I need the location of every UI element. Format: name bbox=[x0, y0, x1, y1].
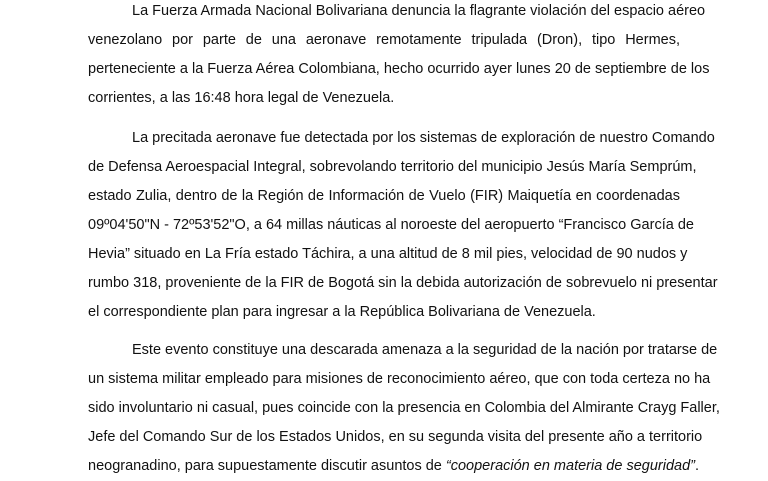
paragraph-2 bbox=[88, 124, 718, 327]
text-line: rumbo 318, proveniente de la FIR de Bogotá sin la debida autorización de sobrevuelo ni presentar bbox=[88, 275, 718, 291]
text-line: estado Zulia, dentro de la Región de Información de Vuelo (FIR) Maiquetía en coordenadas bbox=[88, 188, 680, 204]
text-line: un sistema militar empleado para misiones de reconocimiento aéreo, que con toda certeza no ha bbox=[88, 371, 711, 387]
text-line: el correspondiente plan para ingresar a la República Bolivariana de Venezuela. bbox=[88, 304, 596, 320]
text-line: Hevia” situado en La Fría estado Táchira, a una altitud de 8 mil pies, velocidad de 90 nudos y bbox=[88, 246, 688, 262]
paragraph-3 bbox=[88, 336, 720, 481]
text-line: 09º04'50"N - 72º53'52"O, a 64 millas náuticas al noroeste del aeropuerto “Francisco García de bbox=[88, 217, 694, 233]
text-line: sido involuntario ni casual, pues coincide con la presencia en Colombia del Almirante Crayg Faller, bbox=[88, 400, 720, 416]
text-line: venezolano por parte de una aeronave remotamente tripulada (Dron), tipo Hermes, bbox=[88, 32, 680, 48]
text-line: La precitada aeronave fue detectada por los sistemas de exploración de nuestro Comando bbox=[132, 130, 715, 146]
text-run: neogranadino, para supuestamente discutir asuntos de bbox=[88, 458, 446, 474]
text-line: Jefe del Comando Sur de los Estados Unidos, en su segunda visita del presente año a territorio bbox=[88, 429, 703, 445]
text-run: . bbox=[694, 458, 700, 474]
paragraph-1 bbox=[88, 0, 710, 113]
text-line: perteneciente a la Fuerza Aérea Colombiana, hecho ocurrido ayer lunes 20 de septiembre de los bbox=[88, 61, 710, 77]
text-line-final bbox=[88, 452, 700, 481]
text-line: Este evento constituye una descarada amenaza a la seguridad de la nación por tratarse de bbox=[132, 342, 718, 358]
document-page bbox=[88, 0, 720, 474]
text-line: corrientes, a las 16:48 hora legal de Venezuela. bbox=[88, 90, 395, 106]
text-line: La Fuerza Armada Nacional Bolivariana denuncia la flagrante violación del espacio aéreo bbox=[132, 3, 706, 19]
emphasis-quote: “cooperación en materia de seguridad” bbox=[445, 458, 695, 474]
text-line: de Defensa Aeroespacial Integral, sobrevolando territorio del municipio Jesús María Semprúm, bbox=[88, 159, 697, 175]
